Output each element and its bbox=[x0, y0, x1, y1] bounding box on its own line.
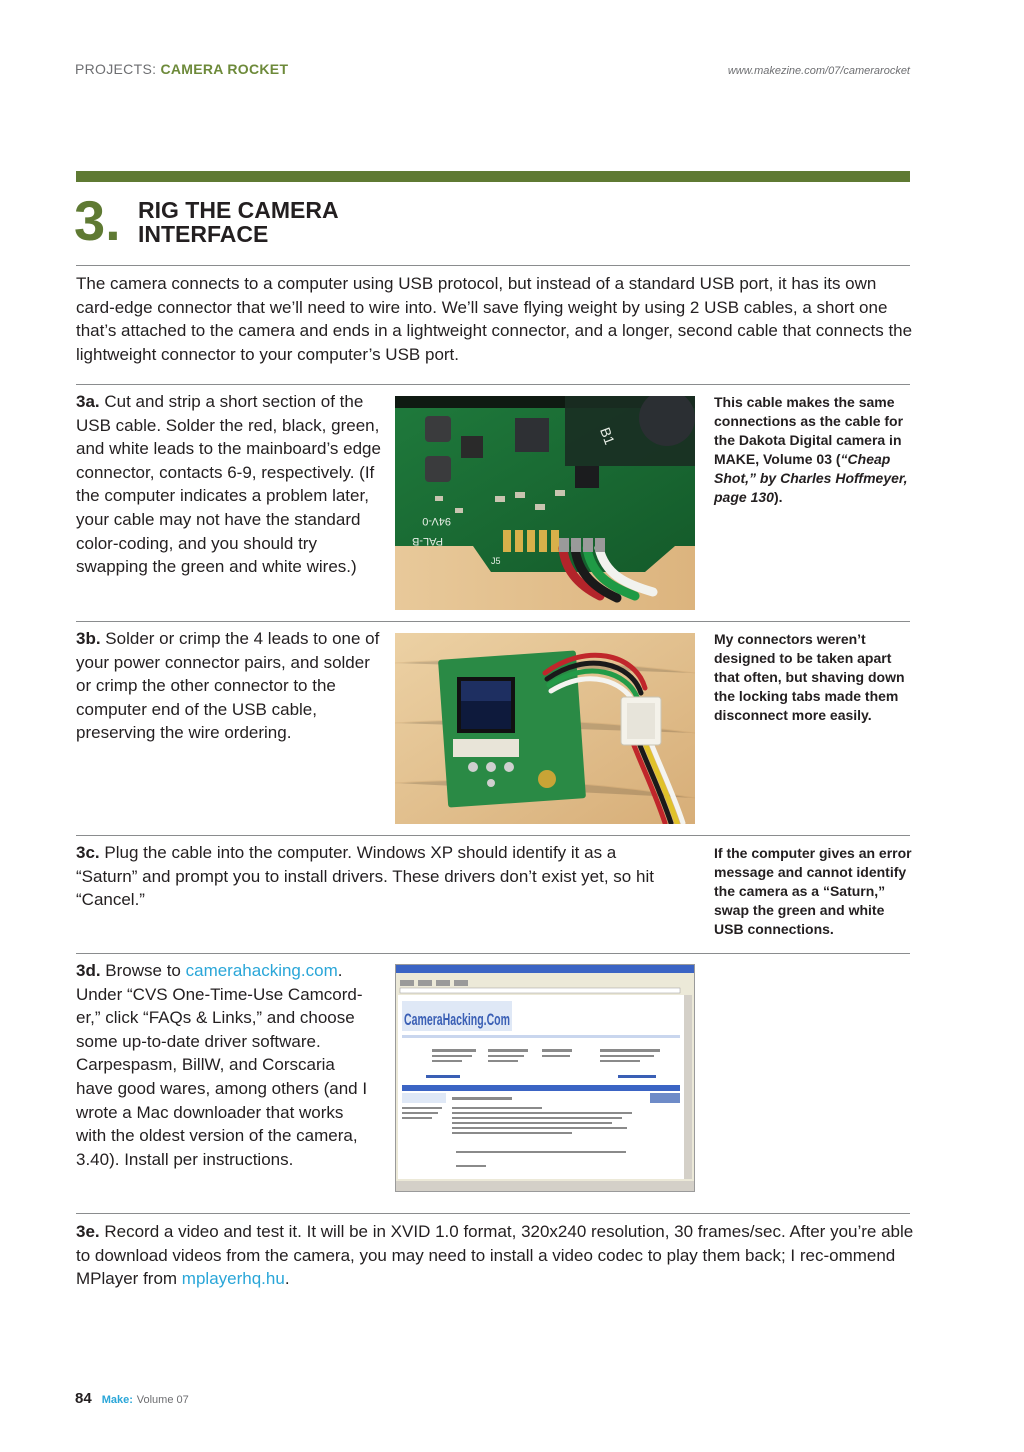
divider-rule bbox=[76, 621, 910, 622]
header-url[interactable]: www.makezine.com/07/camerarocket bbox=[727, 65, 910, 77]
board-mark-b1: B1 bbox=[597, 425, 618, 447]
screenshot-site-logo: CameraHacking.Com bbox=[404, 1010, 510, 1029]
substep-3b-caption: My connectors weren’t designed to be taken apart that often, but shaving down the locking tabs made them disconnect more easily. bbox=[714, 631, 905, 723]
brand-logo: Make: bbox=[101, 1394, 133, 1406]
page-number: 84 bbox=[75, 1390, 92, 1407]
volume-label: Volume 07 bbox=[136, 1394, 189, 1406]
substep-body: Record a video and test it. It will be in XVID 1.0 format, 320x240 resolution, 30 frames/sec. After you’re able to download videos from the camera, you may need to install a video codec to play them back; I rec-ommend MPlayer from bbox=[76, 1222, 914, 1289]
section-divider-bar bbox=[76, 171, 910, 182]
substep-3c-text bbox=[76, 841, 676, 912]
photo-mainboard-edge-connector bbox=[395, 396, 695, 610]
step-title-line-2: INTERFACE bbox=[138, 221, 269, 247]
substep-3c-caption: If the computer gives an error message and cannot identify the camera as a “Saturn,” swap the green and white USB connections. bbox=[714, 845, 912, 937]
photo-camera-board-with-connector bbox=[395, 633, 695, 824]
caption-citation: “Cheap Shot,” by Charles Hoffmeyer, page 130 bbox=[714, 451, 908, 505]
page-footer bbox=[75, 1390, 189, 1407]
substep-3d-text bbox=[76, 959, 372, 1171]
substep-body: Solder or crimp the 4 leads to one of your power connector pairs, and solder or crimp the other connector to the computer end of the USB cable, preserving the wire ordering. bbox=[76, 629, 380, 743]
step-title-line-1: RIG THE CAMERA bbox=[138, 197, 339, 223]
substep-body: Plug the cable into the computer. Windows XP should identify it as a “Saturn” and prompt you to install drivers. These drivers don’t exist yet, so hit “Cancel.” bbox=[76, 843, 654, 910]
substep-body: Cut and strip a short section of the USB cable. Solder the red, black, green, and white leads to the mainboard’s edge connector, contacts 6-9, respectively. (If the computer indicates a problem later, your cable may not have the standard color-coding, and you should try swapping the green and white wires.) bbox=[76, 392, 381, 577]
board-mark-j5: J5 bbox=[491, 556, 501, 566]
substep-label: 3e. bbox=[76, 1222, 100, 1241]
substep-label: 3a. bbox=[76, 392, 100, 411]
board-mark-pal: PAL-B bbox=[412, 535, 443, 547]
substep-3b-text bbox=[76, 627, 384, 745]
substep-3a-caption bbox=[714, 393, 912, 507]
camerahacking-link[interactable]: camerahacking.com bbox=[185, 961, 338, 980]
substep-label: 3b. bbox=[76, 629, 101, 648]
step-number: 3. bbox=[74, 189, 121, 252]
section-label: PROJECTS: bbox=[75, 61, 157, 77]
step-intro-paragraph: The camera connects to a computer using USB protocol, but instead of a standard USB port, it has its own card-edge connector that we’ll need to wire into. We’ll save flying weight by using 2 USB cables, a short one that’s attached to the camera and ends in a lightweight connector, and a longer, second cable that connects the lightweight connector to your computer’s USB port. bbox=[76, 274, 913, 364]
substep-label: 3d. bbox=[76, 961, 101, 980]
caption-text: This cable makes the same connections as the cable for the Dakota Digital camera in MAKE, Volume 03 ( bbox=[714, 394, 904, 467]
substep-3e-text bbox=[76, 1220, 916, 1291]
substep-3a-text bbox=[76, 390, 384, 579]
substep-body: Browse to bbox=[105, 961, 186, 980]
substep-body-cont: . bbox=[284, 1269, 290, 1289]
screenshot-browser-camerahacking bbox=[395, 964, 695, 1192]
divider-rule bbox=[76, 265, 910, 266]
divider-rule bbox=[76, 1213, 910, 1214]
substep-body-cont: . Under “CVS One-Time-Use Camcord-er,” click “FAQs & Links,” and choose some up-to-date driver software. Carpespasm, BillW, and Corscaria have good wares, among others (and I wrote a Mac downloader that works with the oldest version of the camera, 3.40). Install per instructions. bbox=[76, 961, 368, 1169]
board-mark-94v0: 94V-0 bbox=[422, 515, 451, 527]
mplayerhq-link[interactable]: mplayerhq.hu bbox=[181, 1269, 285, 1289]
divider-rule bbox=[76, 953, 910, 954]
substep-label: 3c. bbox=[76, 843, 100, 862]
caption-text-end: ). bbox=[773, 489, 783, 505]
project-name: CAMERA ROCKET bbox=[160, 61, 289, 77]
running-header-section bbox=[75, 61, 288, 77]
divider-rule bbox=[76, 835, 910, 836]
divider-rule bbox=[76, 384, 910, 385]
step-title bbox=[138, 198, 339, 246]
